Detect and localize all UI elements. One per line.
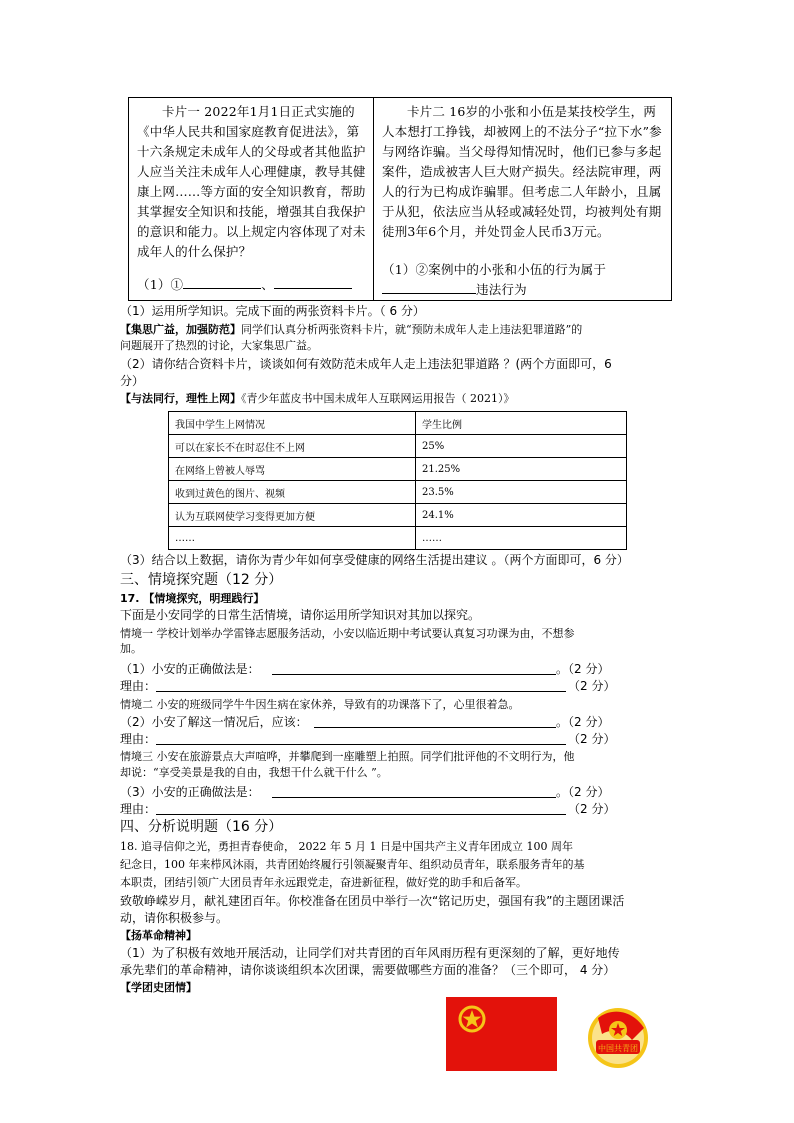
reason-line-3[interactable] xyxy=(156,802,566,815)
q18-p1: 18. 追寻信仰之光，勇担青春使命， 2022 年 5 月 1 日是中国共产主义青年团成立 100 周年 xyxy=(120,840,573,853)
card1-blank-2[interactable] xyxy=(274,276,352,289)
q17-intro: 下面是小安同学的日常生活情境，请你运用所学知识对其加以探究。 xyxy=(120,608,481,622)
card1-text: 卡片一 2022年1月1日正式实施的《中华人民共和国家庭教育促进法》，第十六条规定未成年人的父母或者其他监护人应当关注未成年人心理健康，教导其健康上网……等方面的安全知识教育，帮助其掌握安全知识和技能，增强其自我保护的意识和能力。以上规定内容体现了对未成年人的什么保护？ xyxy=(137,104,366,259)
card2-q-suffix: 违法行为 xyxy=(476,282,527,297)
card2-text: 卡片二 16岁的小张和小伍是某技校学生，两人本想打工挣钱，却被网上的不法分子“拉下水”参与网络诈骗。当父母得知情况时，他们已参与多起案件，造成被害人巨大财产损失。经法院审理，两人的行为已构成诈骗罪。但考虑二人年龄小，且属于从犯，依法应当从轻或减轻处罚，均被判处有期徒刑3年6个月，并处罚金人民币3万元。 xyxy=(382,104,662,239)
scenario3b: 却说：“享受美景是我的自由，我想干什么就干什么 ”。 xyxy=(120,766,388,779)
points-2: 。（2 分） xyxy=(556,715,610,729)
card2-answer-line xyxy=(382,280,527,300)
youth-league-badge-image xyxy=(584,1000,652,1072)
q18-q1b: 承先辈们的革命精神，请你谈谈组织本次团课，需要做哪些方面的准备？（三个即可， 4 分） xyxy=(120,963,616,977)
q16-tag1: 【集思广益，加强防范】 xyxy=(120,323,241,336)
answer-line-3[interactable] xyxy=(272,785,556,798)
q16-line1: （1）运用所学知识。完成下面的两张资料卡片。（ 6 分） xyxy=(120,304,425,318)
q16-tag1-line xyxy=(120,322,582,337)
survey-item: 认为互联网使学习变得更加方便 xyxy=(169,504,416,527)
reason-line-1[interactable] xyxy=(156,679,566,692)
q16-line2: （2）请你结合资料卡片，谈谈如何有效防范未成年人走上违法犯罪道路 ？(两个方面即可，6 xyxy=(120,357,612,371)
card1-q-prefix: （1）① xyxy=(137,277,184,292)
reason-line-2[interactable] xyxy=(156,732,566,745)
reason-1-label: 理由： xyxy=(120,679,157,693)
card2-question: （1）②案例中的小张和小伍的行为属于 xyxy=(382,262,607,277)
card1-blank-1[interactable] xyxy=(183,276,261,289)
card-divider xyxy=(373,98,374,300)
flag-emblem-icon xyxy=(446,997,557,1071)
scenario1: 情境一 学校计划举办学雷锋志愿服务活动，小安以临近期中考试要认真复习功课为由，不想参 xyxy=(120,627,575,640)
q18-tag1: 【扬革命精神】 xyxy=(120,929,197,942)
q17-2: （2）小安了解这一情况后，应该： xyxy=(120,715,308,729)
q16-tag2: 【与法同行，理性上网】 xyxy=(120,392,241,405)
points-1: 。（2 分） xyxy=(556,662,610,676)
q17-3: （3）小安的正确做法是： xyxy=(120,785,260,799)
survey-header-col1: 我国中学生上网情况 xyxy=(169,412,416,435)
q17-1: （1）小安的正确做法是： xyxy=(120,662,260,676)
table-row xyxy=(169,481,627,504)
section3-title: 三、情境探究题（12 分） xyxy=(120,572,283,588)
scenario3: 情境三 小安在旅游景点大声喧哗，并攀爬到一座雕塑上拍照。同学们批评他的不文明行为，他 xyxy=(120,750,575,763)
survey-percent: 24.1% xyxy=(416,504,627,527)
q18-q1: （1）为了积极有效地开展活动，让同学们对共青团的百年风雨历程有更深刻的了解，更好地传 xyxy=(120,946,620,960)
points-2b: （2 分） xyxy=(568,732,616,746)
survey-percent: 21.25% xyxy=(416,458,627,481)
survey-percent: …… xyxy=(416,527,627,550)
survey-item: 在网络上曾被人辱骂 xyxy=(169,458,416,481)
answer-line-1[interactable] xyxy=(272,662,556,675)
table-row xyxy=(169,435,627,458)
card1-question xyxy=(137,275,352,295)
q16-tag1-text: 同学们认真分析两张资料卡片，就“预防未成年人走上违法犯罪道路”的 xyxy=(241,323,583,336)
card1-q-sep: 、 xyxy=(261,277,274,292)
points-3: 。（2 分） xyxy=(556,785,610,799)
scenario2: 情境二 小安的班级同学牛牛因生病在家休养，导致有的功课落下了，心里很着急。 xyxy=(120,698,520,711)
q18-p5: 动，请你积极参与。 xyxy=(120,911,229,925)
table-row xyxy=(169,504,627,527)
q18-p3: 本职责，团结引领广大团员青年永远跟党走，奋进新征程，做好党的助手和后备军。 xyxy=(120,876,527,889)
badge-text: 中国共青团 xyxy=(598,1044,638,1053)
scenario1b: 加。 xyxy=(120,642,142,655)
youth-league-flag-image xyxy=(446,997,557,1071)
table-row xyxy=(169,527,627,550)
reason-2-label: 理由： xyxy=(120,732,157,746)
q16-tag2-text: 《青少年蓝皮书中国未成年人互联网运用报告（ 2021）》 xyxy=(241,392,515,405)
q18-p4: 致敬峥嵘岁月，献礼建团百年。你校准备在团员中举行一次“铭记历史，强国有我”的主题团课活 xyxy=(120,894,625,908)
survey-percent: 23.5% xyxy=(416,481,627,504)
survey-header-row xyxy=(169,412,627,435)
q16-line3: （3）结合以上数据，请你为青少年如何享受健康的网络生活提出建议 。（两个方面即可，6 分） xyxy=(120,553,629,567)
badge-icon xyxy=(584,1000,652,1072)
survey-item: 收到过黄色的图片、视频 xyxy=(169,481,416,504)
survey-item: 可以在家长不在时忍住不上网 xyxy=(169,435,416,458)
q17-title: 17. 【情境探究，明理践行】 xyxy=(120,592,265,605)
survey-header-col2: 学生比例 xyxy=(416,412,627,435)
survey-percent: 25% xyxy=(416,435,627,458)
survey-item: …… xyxy=(169,527,416,550)
q18-p2: 纪念日，100 年来栉风沐雨，共青团始终履行引领凝聚青年、组织动员青年，联系服务青年的基 xyxy=(120,858,585,871)
q18-tag2: 【学团史团情】 xyxy=(120,981,197,994)
points-3b: （2 分） xyxy=(568,802,616,816)
card2-blank[interactable] xyxy=(382,281,476,294)
section4-title: 四、分析说明题（16 分） xyxy=(120,819,283,835)
points-1b: （2 分） xyxy=(568,679,616,693)
answer-line-2[interactable] xyxy=(314,715,556,728)
q16-line2b: 分） xyxy=(120,374,145,388)
table-row xyxy=(169,458,627,481)
q16-tag1-text2: 问题展开了热烈的讨论，大家集思广益。 xyxy=(120,339,318,352)
card-table xyxy=(128,97,672,301)
survey-table xyxy=(168,411,627,550)
reason-3-label: 理由： xyxy=(120,802,157,816)
q16-tag2-line xyxy=(120,391,515,406)
